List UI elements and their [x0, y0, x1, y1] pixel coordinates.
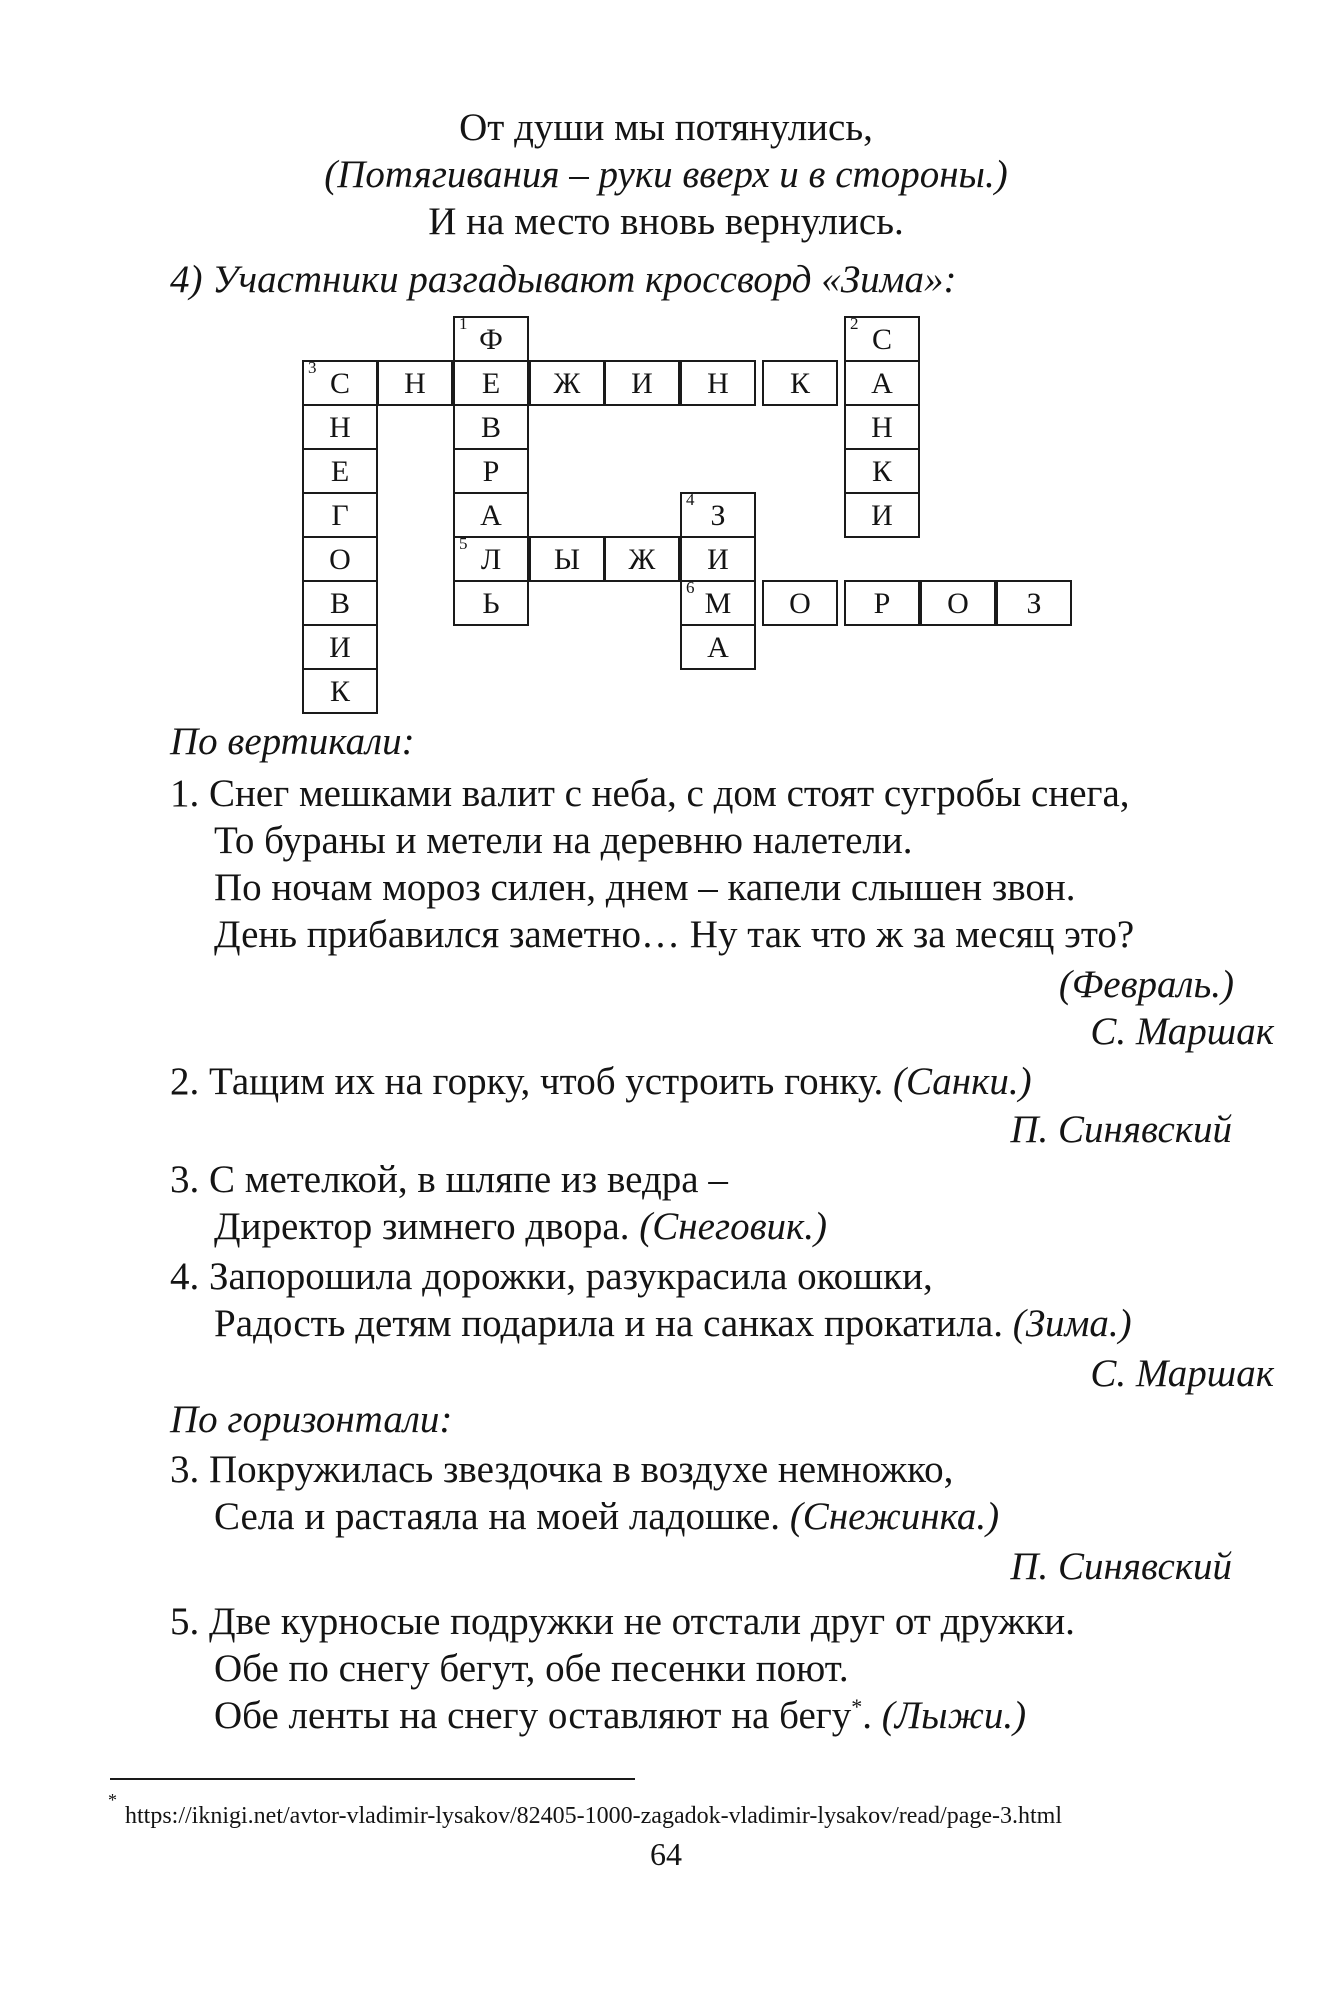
vertical-q4-answer: (Зима.) — [1012, 1302, 1132, 1345]
crossword-cell: И — [604, 360, 680, 406]
crossword-cell: Е — [302, 448, 378, 494]
poem-line-1: От души мы потянулись, — [459, 106, 873, 149]
horizontal-heading: По горизонтали: — [170, 1398, 453, 1441]
crossword-cell: Р — [453, 448, 529, 494]
crossword-cell: 3 С — [302, 360, 378, 406]
vertical-q2: 2. Тащим их на горку, чтоб устроить гонку. (Санки.) — [170, 1060, 1032, 1103]
crossword-cell: К — [844, 448, 920, 494]
crossword-cell: И — [844, 492, 920, 538]
crossword-cell: И — [680, 536, 756, 582]
crossword-cell: 4 З — [680, 492, 756, 538]
crossword-cell: Ж — [604, 536, 680, 582]
crossword-cell: А — [680, 624, 756, 670]
crossword-cell: Е — [453, 360, 529, 406]
crossword-cell: З — [996, 580, 1072, 626]
vertical-q1-author: С. Маршак — [1090, 1010, 1274, 1053]
crossword-cell: Н — [302, 404, 378, 450]
horizontal-q3-line-1: 3. Покружилась звездочка в воздухе немножко, — [170, 1448, 954, 1491]
crossword-cell: Н — [377, 360, 453, 406]
crossword-cell: Н — [680, 360, 756, 406]
vertical-q1-answer: (Февраль.) — [1058, 963, 1234, 1006]
horizontal-q3-author: П. Синявский — [1010, 1545, 1232, 1588]
crossword-cell: К — [762, 360, 838, 406]
footnote-divider — [110, 1778, 635, 1780]
vertical-heading: По вертикали: — [170, 720, 415, 763]
horizontal-q5-answer: (Лыжи.) — [881, 1694, 1027, 1737]
crossword-cell: О — [302, 536, 378, 582]
vertical-q4-author: С. Маршак — [1090, 1352, 1274, 1395]
crossword-cell: Н — [844, 404, 920, 450]
crossword-cell: Г — [302, 492, 378, 538]
crossword-cell: Ж — [529, 360, 605, 406]
crossword-cell: К — [302, 668, 378, 714]
crossword-cell: Ы — [529, 536, 605, 582]
crossword-cell: 5 Л — [453, 536, 529, 582]
vertical-q1-line-2: То бураны и метели на деревню налетели. — [214, 819, 913, 862]
vertical-q2-answer: (Санки.) — [892, 1060, 1032, 1103]
crossword-cell: А — [844, 360, 920, 406]
footnote-link[interactable]: https://iknigi.net/avtor-vladimir-lysakov/82405-1000-zagadok-vladimir-lysakov/read/page-3.html — [125, 1803, 1063, 1829]
vertical-q3-line-2: Директор зимнего двора. (Снеговик.) — [214, 1205, 828, 1248]
vertical-q1-line-3: По ночам мороз силен, днем – капели слышен звон. — [214, 866, 1076, 909]
horizontal-q3-line-2: Села и растаяла на моей ладошке. (Снежинка.) — [214, 1495, 1000, 1538]
crossword-cell: И — [302, 624, 378, 670]
crossword-cell: 6 М — [680, 580, 756, 626]
task-heading: 4) Участники разгадывают кроссворд «Зима»: — [170, 258, 957, 301]
horizontal-q5-line-1: 5. Две курносые подружки не отстали друг от дружки. — [170, 1600, 1075, 1643]
horizontal-q3-answer: (Снежинка.) — [789, 1495, 1000, 1538]
horizontal-q5-line-3: Обе ленты на снегу оставляют на бегу*. (Лыжи.) — [214, 1694, 1027, 1737]
vertical-q2-author: П. Синявский — [1010, 1108, 1232, 1151]
crossword-cell: О — [920, 580, 996, 626]
crossword-cell: Ь — [453, 580, 529, 626]
vertical-q1-line-1: 1. Снег мешками валит с неба, с дом стоят сугробы снега, — [170, 772, 1130, 815]
poem-line-2: (Потягивания – руки вверх и в стороны.) — [324, 153, 1008, 196]
vertical-q3-line-1: 3. С метелкой, в шляпе из ведра – — [170, 1158, 728, 1201]
poem-line-3: И на место вновь вернулись. — [428, 200, 904, 243]
vertical-q3-answer: (Снеговик.) — [639, 1205, 828, 1248]
crossword-cell: О — [762, 580, 838, 626]
footnote: *https://iknigi.net/avtor-vladimir-lysakov/82405-1000-zagadok-vladimir-lysakov/read/page-3.html — [108, 1790, 1063, 1829]
horizontal-q5-line-2: Обе по снегу бегут, обе песенки поют. — [214, 1647, 849, 1690]
crossword-cell: 2 С — [844, 316, 920, 362]
vertical-q4-line-2: Радость детям подарила и на санках прокатила. (Зима.) — [214, 1302, 1132, 1345]
footnote-marker[interactable]: * — [851, 1694, 863, 1719]
crossword-cell: 1 Ф — [453, 316, 529, 362]
crossword-cell: Р — [844, 580, 920, 626]
crossword-cell: В — [453, 404, 529, 450]
crossword-cell: В — [302, 580, 378, 626]
vertical-q1-line-4: День прибавился заметно… Ну так что ж за месяц это? — [214, 913, 1135, 956]
page-number: 64 — [650, 1836, 682, 1872]
vertical-q4-line-1: 4. Запорошила дорожки, разукрасила окошки, — [170, 1255, 933, 1298]
crossword-cell: А — [453, 492, 529, 538]
